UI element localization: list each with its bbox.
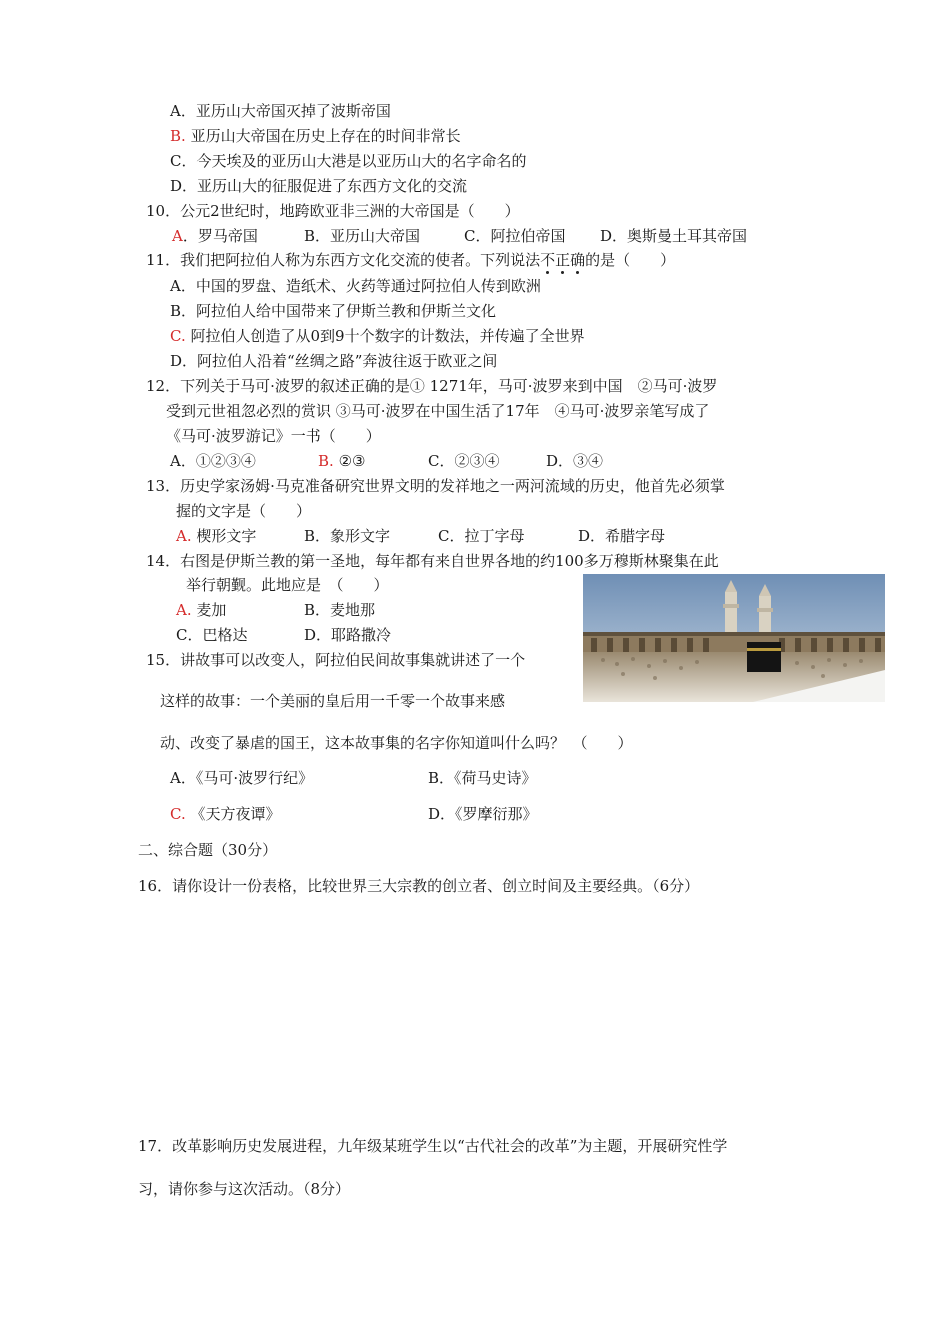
q9-option-a: A．亚历山大帝国灭掉了波斯帝国 xyxy=(170,102,391,120)
answer-letter: A. xyxy=(176,601,192,619)
q16-stem: 16．请你设计一份表格，比较世界三大宗教的创立者、创立时间及主要经典。（6分） xyxy=(138,877,700,895)
option-text: ②③ xyxy=(338,452,366,470)
q11-option-d: D．阿拉伯人沿着“丝绸之路”奔波往返于欧亚之间 xyxy=(170,352,498,370)
q10-option-a xyxy=(172,226,304,246)
q15-stem-line2: 这样的故事：一个美丽的皇后用一千零一个故事来感 xyxy=(160,692,506,710)
q12-stem-line3: 《马可·波罗游记》一书（ ） xyxy=(166,427,381,445)
option-text: 阿拉伯人创造了从0到9十个数字的计数法，并传遍了全世界 xyxy=(190,327,585,345)
answer-letter: B. xyxy=(318,452,334,470)
option-text: 《天方夜谭》 xyxy=(190,805,281,823)
q14-option-d: D．耶路撒冷 xyxy=(304,626,392,644)
q13-stem-line2: 握的文字是（ ） xyxy=(176,502,312,520)
q11-option-a: A．中国的罗盘、造纸术、火药等通过阿拉伯人传到欧洲 xyxy=(170,277,541,295)
q14-stem-line2: 举行朝觐。此地应是 （ ） xyxy=(186,576,389,594)
q13-option-b: B．象形文字 xyxy=(304,527,391,545)
q15-option-d: D．《罗摩衍那》 xyxy=(428,805,538,823)
q17-stem-line2: 习，请你参与这次活动。（8分） xyxy=(138,1180,351,1198)
q15-stem-line1: 15．讲故事可以改变人，阿拉伯民间故事集就讲述了一个 xyxy=(146,651,526,669)
mecca-kaaba-photo xyxy=(583,574,885,702)
q14-option-b: B．麦地那 xyxy=(304,601,376,619)
answer-letter: C. xyxy=(170,327,186,345)
q13-option-c: C．拉丁字母 xyxy=(438,527,525,545)
answer-letter: A xyxy=(172,227,183,245)
section-heading: 二、综合题（30分） xyxy=(138,841,278,859)
q12-stem-line2: 受到元世祖忽必烈的赏识 ③马可·波罗在中国生活了17年 ④马可·波罗亲笔写成了 xyxy=(166,402,710,420)
q10-option-d: D．奥斯曼土耳其帝国 xyxy=(600,227,748,245)
option-text: 楔形文字 xyxy=(196,527,257,545)
option-text: 亚历山大帝国在历史上存在的时间非常长 xyxy=(190,127,461,145)
q14-stem-line1: 14．右图是伊斯兰教的第一圣地，每年都有来自世界各地的约100多万穆斯林聚集在此 xyxy=(146,552,719,570)
q15-stem-line3: 动、改变了暴虐的国王，这本故事集的名字你知道叫什么吗？ （ ） xyxy=(160,734,633,752)
q13-option-a xyxy=(176,526,304,546)
q13-option-d: D．希腊字母 xyxy=(578,527,666,545)
q15-option-c xyxy=(170,804,428,824)
q10-option-c: C．阿拉伯帝国 xyxy=(464,227,566,245)
q10-stem: 10．公元2世纪时，地跨欧亚非三洲的大帝国是（ ） xyxy=(146,202,520,220)
q9-option-d: D．亚历山大的征服促进了东西方文化的交流 xyxy=(170,177,468,195)
emphasis-char: 不 xyxy=(540,251,556,269)
q11-option-b: B．阿拉伯人给中国带来了伊斯兰教和伊斯兰文化 xyxy=(170,302,497,320)
answer-letter: A. xyxy=(176,527,192,545)
option-text: 麦加 xyxy=(196,601,227,619)
q13-stem-line1: 13．历史学家汤姆·马克准备研究世界文明的发祥地之一两河流域的历史，他首先必须掌 xyxy=(146,477,725,495)
q14-option-c: C．巴格达 xyxy=(176,626,248,644)
answer-letter: C. xyxy=(170,805,186,823)
q15-option-a: A．《马可·波罗行纪》 xyxy=(170,769,314,787)
q14-options-row2 xyxy=(176,625,391,645)
q10-option-b: B．亚历山大帝国 xyxy=(304,227,421,245)
q9-option-c: C．今天埃及的亚历山大港是以亚历山大的名字命名的 xyxy=(170,152,527,170)
q12-option-d: D．③④ xyxy=(546,452,604,470)
q12-option-b xyxy=(318,451,428,471)
q11-stem xyxy=(146,250,675,270)
q15-option-b: B．《荷马史诗》 xyxy=(428,769,537,787)
q15-options-row2 xyxy=(170,804,538,824)
q12-options xyxy=(170,451,603,471)
option-text: ．罗马帝国 xyxy=(182,227,258,245)
q14-options-row1 xyxy=(176,600,375,620)
q15-options-row1 xyxy=(170,768,537,788)
q11-stem-tail: 的是（ ） xyxy=(585,251,676,269)
q14-option-a xyxy=(176,600,304,620)
q11-option-c xyxy=(170,326,585,346)
answer-letter: B. xyxy=(170,127,186,145)
q10-options xyxy=(172,226,747,246)
q12-option-c: C．②③④ xyxy=(428,452,500,470)
emphasis-char: 正 xyxy=(555,251,571,269)
q12-stem-line1: 12．下列关于马可·波罗的叙述正确的是① 1271年，马可·波罗来到中国 ②马可·波罗 xyxy=(146,377,718,395)
emphasis-char: 确 xyxy=(570,251,586,269)
q17-stem-line1: 17．改革影响历史发展进程，九年级某班学生以“古代社会的改革”为主题，开展研究性学 xyxy=(138,1137,728,1155)
q11-stem-text: 11．我们把阿拉伯人称为东西方文化交流的使者。下列说法 xyxy=(146,251,541,269)
q12-option-a: A．①②③④ xyxy=(170,452,256,470)
q13-options xyxy=(176,526,665,546)
q9-option-b xyxy=(170,126,461,146)
